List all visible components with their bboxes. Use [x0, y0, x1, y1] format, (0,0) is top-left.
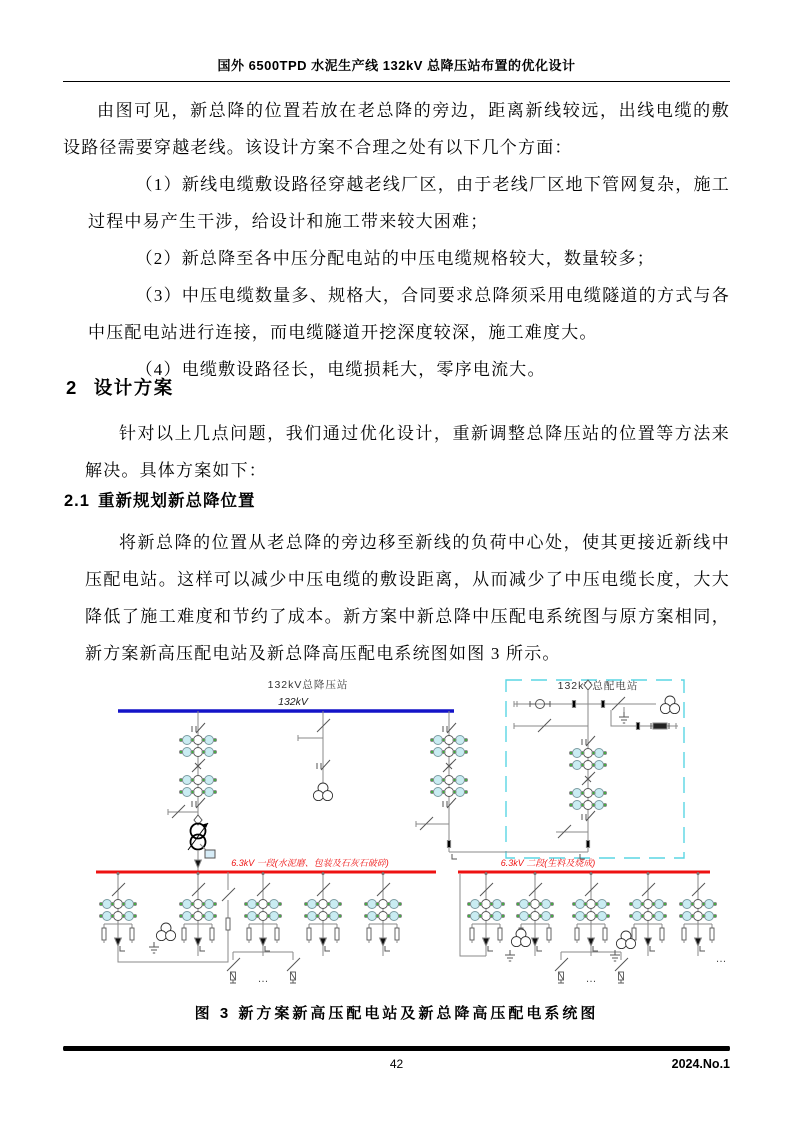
page-header-title: 国外 6500TPD 水泥生产线 132kV 总降压站布置的优化设计 — [217, 58, 576, 73]
issue-label: 2024.No.1 — [671, 1057, 730, 1071]
list-item-3: （3）中压电缆数量多、规格大，合同要求总降须采用电缆隧道的方式与各中压配电站进行连接，而电缆隧道开挖深度较深，施工难度大。 — [88, 286, 730, 342]
ellipsis-2: … — [585, 973, 597, 985]
ellipsis-1: … — [257, 973, 269, 985]
label-hv-bus: 132kV — [278, 696, 308, 708]
pt-feeder — [298, 711, 333, 801]
label-mv-bus-2: 6.3kV 二段(生料及烧成) — [500, 858, 596, 868]
figure-caption: 图 3 新方案新高压配电站及新总降高压配电系统图 — [194, 1005, 599, 1022]
mv-feeders-section-1 — [100, 872, 402, 983]
label-mv-bus-1: 6.3kV 一段(水泥磨、包装及石灰石破碎) — [231, 858, 389, 868]
label-station-left: 132kV总降压站 — [267, 679, 349, 691]
figure-3-diagram — [58, 674, 738, 998]
section-title: 设计方案 — [93, 377, 174, 398]
mv-feeders-section-2 — [460, 872, 717, 983]
header-rule — [63, 81, 730, 82]
list-item-2: （2）新总降至各中压分配电站的中压电缆规格较大，数量较多； — [135, 249, 655, 268]
paragraph-intro: 由图可见，新总降的位置若放在老总降的旁边，距离新线较远，出线电缆的敷设路径需要穿越老线。该设计方案不合理之处有以下几个方面： — [63, 101, 730, 157]
section-heading-2-1 — [64, 487, 255, 511]
section-number: 2 — [66, 377, 78, 398]
subsection-number: 2.1 — [64, 492, 90, 510]
section-heading-2 — [66, 374, 174, 400]
ellipsis-3: … — [715, 953, 727, 965]
paragraph-section21: 将新总降的位置从老总降的旁边移至新线的负荷中心处，使其更接近新线中压配电站。这样可以减少中压电缆的敷设距离，从而减少了中压电缆长度，大大降低了施工难度和节约了成本。新方案中新总降中压配电系统图与原方案相同，新方案新高压配电站及新总降高压配电系统图如图 3 所示。 — [85, 533, 730, 663]
tie-feeder-left — [416, 711, 588, 859]
list-item-4: （4）电缆敷设路径长，电缆损耗大，零序电流大。 — [135, 360, 546, 379]
page-number: 42 — [389, 1057, 404, 1071]
label-station-right: 132kV总配电站 — [557, 680, 639, 692]
paragraph-section2: 针对以上几点问题，我们通过优化设计，重新调整总降压站的位置等方法来解决。具体方案如下： — [85, 424, 730, 480]
footer-rule — [63, 1046, 730, 1051]
distribution-station-feeder — [514, 680, 680, 852]
list-item-1: （1）新线电缆敷设路径穿越老线厂区，由于老线厂区地下管网复杂，施工过程中易产生干涉，给设计和施工带来较大困难； — [88, 175, 730, 231]
subsection-title: 重新规划新总降位置 — [97, 492, 256, 510]
distribution-station-box — [506, 680, 684, 858]
transformer-feeder-1 — [168, 711, 217, 872]
